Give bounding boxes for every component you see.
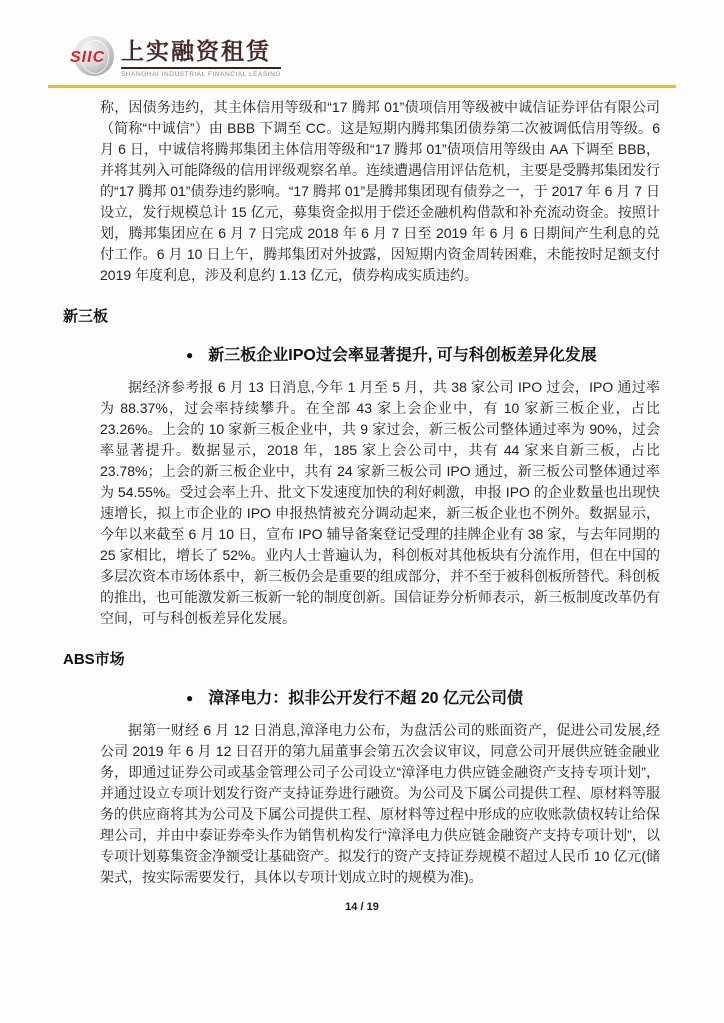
section-title-abs: ABS市场	[63, 651, 125, 669]
section-body: 据经济参考报 6 月 13 日消息,今年 1 月至 5 月，共 38 家公司 IPO 过会，IPO 通过率为 88.37%，过会率持续攀升。在全部 43 家上会企业中，有 10 家新三板企业，占比 23.26%。上会的 10 家新三板企业中，共 9 家过会，新三板公司整体通过率为 90%，过会率显著提升。数据显示，2018 年，185 家上会公司中，共有 44 家来自新三板，占比 23.78%；上会的新三板企业中，共有 24 家新三板公司 IPO 通过，新三板公司整体通过率为 54.55%。受过会率上升、批文下发速度加快的利好刺激，申报 IPO 的企业数量也出现快速增长，拟上市企业的 IPO 申报热情被充分调动起来，新三板企业也不例外。数据显示，今年以来截至 6 月 10 日，宣布 IPO 辅导备案登记受理的挂牌企业有 38 家，与去年同期的 25 家相比，增长了 52%。业内人士普遍认为，科创板对其他板块有分流作用，但在中国的多层次资本市场体系中，新三板仍会是重要的组成部分，并不至于被科创板所替代。科创板的推出，也可能激发新三板新一轮的制度创新。国信证券分析师表示，新三板制度改革仍有空间，可与科创板差异化发展。	[100, 379, 660, 627]
company-names	[121, 36, 281, 78]
bullet-headline	[186, 342, 660, 365]
section-title-xinsanban: 新三板	[63, 308, 109, 326]
bullet-icon: ●	[186, 691, 194, 706]
company-logo	[70, 36, 676, 79]
globe-logo-icon	[70, 36, 114, 76]
siic-logo-text: SIIC	[70, 49, 106, 66]
company-name-cn: 上实融资租赁	[121, 39, 281, 69]
page-content	[0, 88, 724, 913]
headline-text: 漳泽电力：拟非公开发行不超 20 亿元公司债	[208, 690, 523, 708]
company-name-en: SHANGHAI INDUSTRIAL FINANCIAL LEASING	[121, 71, 282, 79]
section-body: 据第一财经 6 月 12 日消息,漳泽电力公布，为盘活公司的账面资产，促进公司发展,经公司 2019 年 6 月 12 日召开的第九届董事会第五次会议审议，同意公司开展供应链金融业务，即通过证券公司或基金管理公司子公司设立“漳泽电力供应链金融资产支持专项计划”，并通过设立专项计划发行资产支持证券进行融资。为公司及下属公司提供工程、原材料等服务的供应商将其为公司及下属公司提供工程、原材料等过程中形成的应收账款债权转让给保理公司，并由中泰证券牵头作为销售机构发行“漳泽电力供应链金融资产支持专项计划”，以专项计划募集资金净额受让基础资产。拟发行的资产支持证券规模不超过人民币 10 亿元(储架式，按实际需要发行，具体以专项计划成立时的规模为准)。	[100, 722, 661, 886]
page-number: 14 / 19	[345, 901, 379, 914]
intro-paragraph: 称，因债务违约，其主体信用等级和“17 腾邦 01”债项信用等级被中诚信证券评估有限公司（简称“中诚信”）由 BBB 下调至 CC。这是短期内腾邦集团债券第二次被调低信用等级。6 月 6 日，中诚信将腾邦集团主体信用等级和“17 腾邦 01”债项信用等级由 AA 下调至 BBB，并将其列入可能降级的信用评级观察名单。连续遭遇信用评估危机，主要是受腾邦集团发行的“17 腾邦 01”债券违约影响。“17 腾邦 01”是腾邦集团现有债券之一，于 2017 年 6 月 7 日设立，发行规模总计 15 亿元，募集资金拟用于偿还金融机构借款和补充流动资金。按照计划，腾邦集团应在 6 月 7 日完成 2018 年 6 月 7 日至 2019 年 6 月 6 日期间产生利息的兑付工作。6 月 10 日上午，腾邦集团对外披露，因短期内资金周转困难，未能按时足额支付 2019 年度利息，涉及利息约 1.13 亿元，债券构成实质违约。	[100, 99, 660, 284]
bullet-headline	[186, 685, 660, 708]
page-header	[0, 0, 724, 78]
headline-text: 新三板企业IPO过会率显著提升, 可与科创板差异化发展	[208, 347, 597, 365]
bullet-icon: ●	[186, 348, 194, 363]
